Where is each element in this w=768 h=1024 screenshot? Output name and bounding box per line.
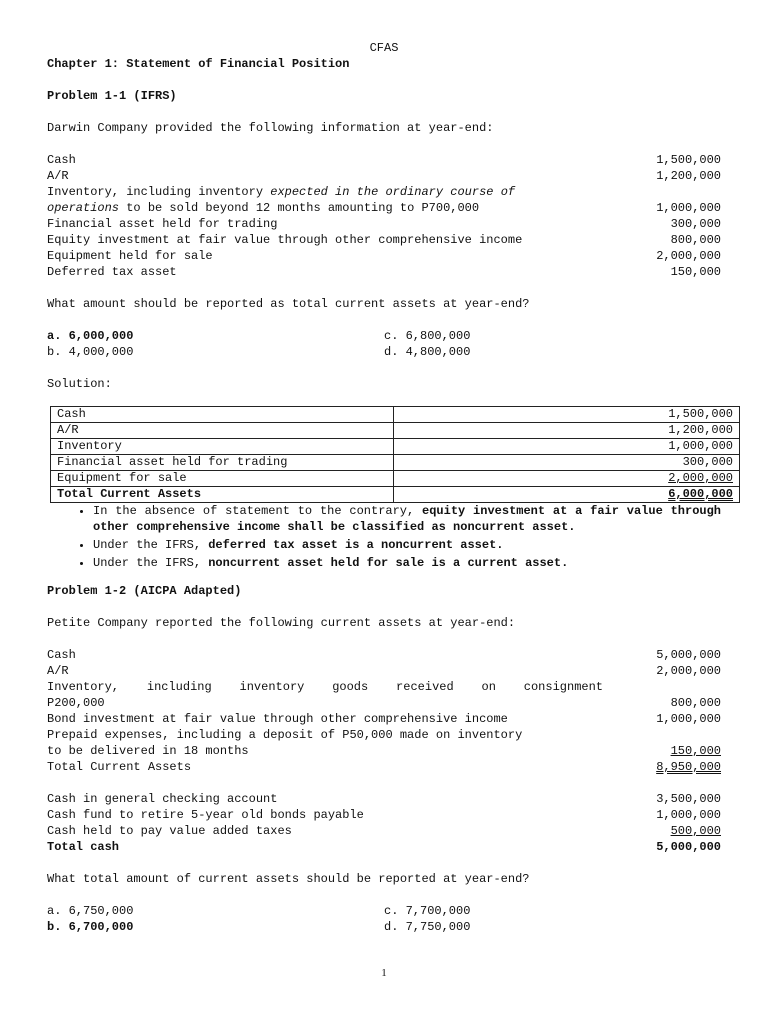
note-equity: • In the absence of statement to the contrary, equity investment at a fair value through other comprehensive income shall be classified as noncurrent asset. (93, 503, 721, 535)
p2-cash-vat: Cash held to pay value added taxes 500,000 (47, 824, 721, 838)
problem-1-2-intro: Petite Company reported the following current assets at year-end: (47, 616, 516, 630)
p2-choice-c: c. 7,700,000 (384, 904, 471, 918)
p1-choice-b: b. 4,000,000 (47, 345, 134, 359)
p1-question: What amount should be reported as total current assets at year-end? (47, 297, 530, 311)
table-row-total: Total Current Assets 6,000,000 (51, 487, 740, 503)
table-row: Inventory 1,000,000 (51, 439, 740, 455)
problem-1-2-title: Problem 1-2 (AICPA Adapted) (47, 584, 242, 598)
p1-item-cash: Cash 1,500,000 (47, 153, 721, 167)
p2-inventory-line1: Inventory, including inventory goods received on consignment (47, 680, 603, 694)
solution-table (50, 406, 740, 503)
p2-choices (47, 903, 721, 935)
table-row: Equipment for sale 2,000,000 (51, 471, 740, 487)
p2-cash-fund: Cash fund to retire 5-year old bonds payable 1,000,000 (47, 808, 721, 822)
p1-item-ar: A/R 1,200,000 (47, 169, 721, 183)
p1-item-deferred-tax: Deferred tax asset 150,000 (47, 265, 721, 279)
p1-inventory-line1: Inventory, including inventory expected in the ordinary course of (47, 185, 516, 199)
p2-choice-d: d. 7,750,000 (384, 920, 471, 934)
p2-item-cash: Cash 5,000,000 (47, 648, 721, 662)
p1-inventory-line2: operations to be sold beyond 12 months amounting to P700,000 1,000,000 (47, 201, 721, 215)
p2-question: What total amount of current assets should be reported at year-end? (47, 872, 530, 886)
p1-choice-c: c. 6,800,000 (384, 329, 471, 343)
p2-choice-b: b. 6,700,000 (47, 920, 134, 934)
table-row: Cash 1,500,000 (51, 407, 740, 423)
p1-choice-a: a. 6,000,000 (47, 329, 134, 343)
page-number: 1 (381, 967, 387, 979)
problem-1-1-intro: Darwin Company provided the following information at year-end: (47, 121, 494, 135)
p2-item-ar: A/R 2,000,000 (47, 664, 721, 678)
p2-cash-checking: Cash in general checking account 3,500,000 (47, 792, 721, 806)
p2-choice-a: a. 6,750,000 (47, 904, 134, 918)
chapter-title: Chapter 1: Statement of Financial Position (47, 57, 350, 71)
p1-choice-d: d. 4,800,000 (384, 345, 471, 359)
table-row: A/R 1,200,000 (51, 423, 740, 439)
p1-choices (47, 328, 721, 360)
p2-total-current-assets: Total Current Assets 8,950,000 (47, 760, 721, 774)
p2-item-bond: Bond investment at fair value through other comprehensive income 1,000,000 (47, 712, 721, 726)
p1-item-trading: Financial asset held for trading 300,000 (47, 217, 721, 231)
document-page (47, 40, 733, 935)
p1-item-equipment: Equipment held for sale 2,000,000 (47, 249, 721, 263)
p2-total-cash: Total cash 5,000,000 (47, 840, 721, 854)
table-row: Financial asset held for trading 300,000 (51, 455, 740, 471)
problem-1-1-title: Problem 1-1 (IFRS) (47, 89, 177, 103)
p2-prepaid-line2: to be delivered in 18 months 150,000 (47, 744, 721, 758)
note-held-for-sale: • Under the IFRS, noncurrent asset held for sale is a current asset. (93, 555, 721, 571)
solution-label: Solution: (47, 377, 112, 391)
p2-prepaid-line1: Prepaid expenses, including a deposit of P50,000 made on inventory (47, 728, 523, 742)
p1-item-equity: Equity investment at fair value through other comprehensive income 800,000 (47, 233, 721, 247)
note-deferred-tax: • Under the IFRS, deferred tax asset is a noncurrent asset. (93, 537, 721, 553)
p2-inventory-line2: P200,000 800,000 (47, 696, 721, 710)
solution-notes (47, 503, 721, 571)
course-header: CFAS (369, 41, 399, 55)
